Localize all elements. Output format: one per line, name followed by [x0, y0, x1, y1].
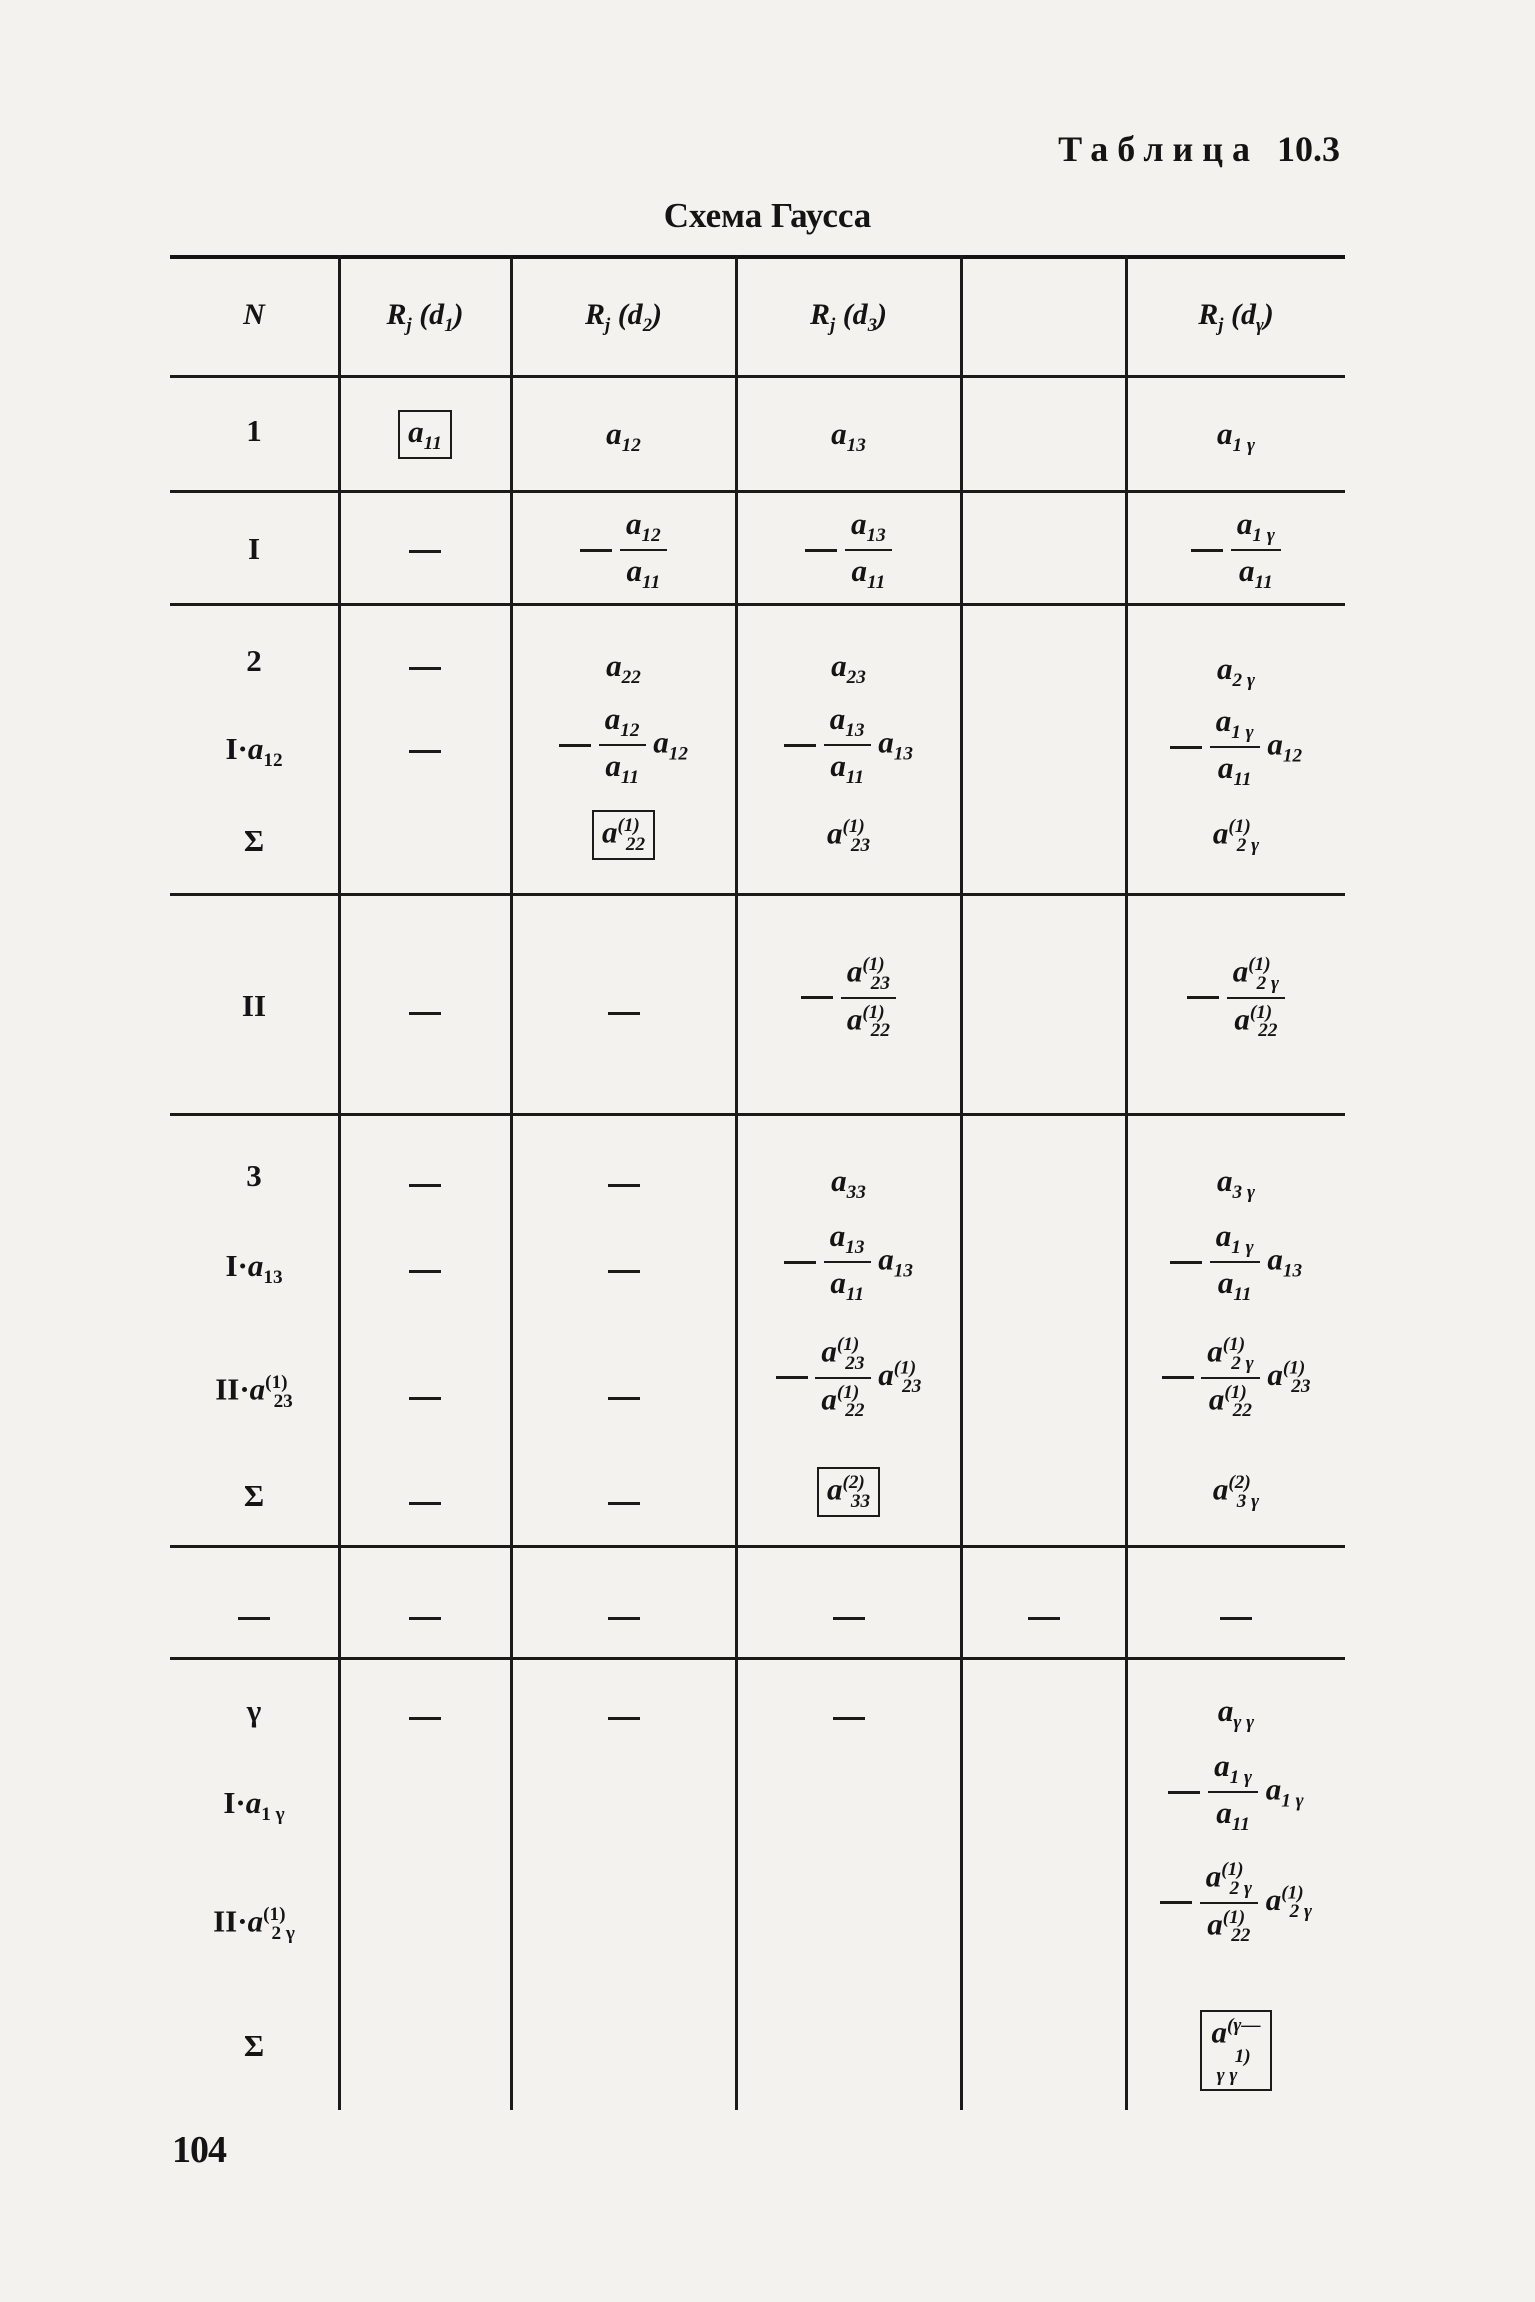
dash	[512, 1253, 735, 1284]
header-rj-d1: $R_j$ $(d_1)$	[386, 298, 464, 336]
product-a13: $\frac{a_{13}}{a_{11}}$ $a_{13}$	[737, 703, 960, 788]
dash	[512, 1700, 735, 1731]
cell-a3g-2: $a^{(2)}_{3 \gamma}$	[1212, 1471, 1260, 1512]
row-n: $I\cdot a_{13}$	[225, 1248, 283, 1289]
cell-a13: $a_{13}$	[831, 416, 866, 457]
table-label	[1058, 128, 1340, 170]
dash	[962, 1600, 1125, 1631]
dash	[737, 1600, 960, 1631]
dash	[340, 1485, 510, 1516]
product-a1g-g: $\frac{a_{1 \gamma}}{a_{11}}$ $a_{1 \gamma}$	[1127, 1750, 1345, 1835]
cell-a12: $a_{12}$	[606, 416, 641, 457]
cell-a33: $a_{33}$	[831, 1163, 866, 1204]
header-n: N	[243, 298, 265, 331]
cell-a3g: $a_{3 \gamma}$	[1217, 1163, 1255, 1204]
row-n: Σ	[243, 823, 265, 858]
dash	[512, 1380, 735, 1411]
header-rj-dgamma: $R_j$ $(d_\gamma)$	[1198, 298, 1274, 336]
cell-a22: $a_{22}$	[606, 648, 641, 689]
table-caption: Схема Гаусса	[663, 196, 872, 235]
gauss-scheme-table	[170, 255, 1345, 2110]
rule-row	[170, 1113, 1345, 1116]
table-number: 10.3	[1277, 129, 1340, 169]
dash	[170, 1600, 338, 1631]
row-n: γ	[246, 1693, 262, 1728]
dash	[340, 533, 510, 564]
dash	[512, 995, 735, 1026]
dash	[340, 1167, 510, 1198]
header-rj-d2: $R_j$ $(d_2)$	[585, 298, 662, 336]
dash	[512, 1485, 735, 1516]
dash	[340, 1380, 510, 1411]
row-n: I	[247, 531, 261, 566]
rule-row	[170, 490, 1345, 493]
rule-row	[170, 1545, 1345, 1548]
dash	[340, 1600, 510, 1631]
dash	[340, 733, 510, 764]
row-n: $I\cdot a_{1 \gamma}$	[223, 1785, 285, 1826]
frac-a12-a11: $\frac{a_{12}}{a_{11}}$	[512, 508, 735, 593]
product-a13-3: $\frac{a_{13}}{a_{11}}$ $a_{13}$	[737, 1220, 960, 1305]
row-n: II	[241, 988, 267, 1023]
cell-a2g: $a_{2 \gamma}$	[1217, 651, 1255, 692]
cell-a2g-1: $a^{(1)}_{2 \gamma}$	[1212, 815, 1260, 856]
product-a1g: $\frac{a_{1 \gamma}}{a_{11}}$ $a_{12}$	[1127, 705, 1345, 790]
dash	[512, 1600, 735, 1631]
frac-a1g-a11: $\frac{a_{1 \gamma}}{a_{11}}$	[1127, 508, 1345, 593]
col-divider	[960, 255, 963, 2110]
dash	[340, 650, 510, 681]
pivot-a11: $a_{11}$	[340, 410, 510, 459]
row-n: 2	[246, 643, 262, 678]
pivot-a22-1: $a^{(1)}_{22}$	[512, 810, 735, 860]
rule-row	[170, 603, 1345, 606]
header-rj-d3: $R_j$ $(d_3)$	[810, 298, 887, 336]
rule-row	[170, 893, 1345, 896]
pivot-a33-2: $a^{(2)}_{33}$	[737, 1467, 960, 1517]
cell-a23-1: $a^{(1)}_{23}$	[826, 815, 871, 856]
rule-top	[170, 255, 1345, 259]
product-a2g-g: $\frac{a^{(1)}_{2 \gamma}}{a^{(1)}_{22}}$ $a^{(1)}_{2 \gamma}$	[1127, 1860, 1345, 1945]
dash	[1127, 1600, 1345, 1631]
dash	[340, 1253, 510, 1284]
product-a2g-3: $\frac{a^{(1)}_{2 \gamma}}{a^{(1)}_{22}}$ $a^{(1)}_{23}$	[1127, 1335, 1345, 1420]
dash	[512, 1167, 735, 1198]
frac-a13-a11: $\frac{a_{13}}{a_{11}}$	[737, 508, 960, 593]
row-n: Σ	[243, 1478, 265, 1513]
dash	[340, 1700, 510, 1731]
frac-a2g-a22: $\frac{a^{(1)}_{2 \gamma}}{a^{(1)}_{22}}$	[1127, 955, 1345, 1040]
dash	[737, 1700, 960, 1731]
rule-row	[170, 1657, 1345, 1660]
page-number: 104	[172, 2129, 226, 2171]
dash	[340, 995, 510, 1026]
cell-agg: $a_{\gamma \gamma}$	[1217, 1693, 1255, 1734]
product-a23-3: $\frac{a^{(1)}_{23}}{a^{(1)}_{22}}$ $a^{(1)}_{23}$	[737, 1335, 960, 1420]
row-n: $I\cdot a_{12}$	[225, 731, 283, 772]
cell-a1g: $a_{1 \gamma}$	[1217, 416, 1255, 457]
frac-a23-a22: $\frac{a^{(1)}_{23}}{a^{(1)}_{22}}$	[737, 955, 960, 1040]
product-a12: $\frac{a_{12}}{a_{11}}$ $a_{12}$	[512, 703, 735, 788]
row-n: Σ	[243, 2028, 265, 2063]
row-n: $II\cdot a^{(1)}_{2 \gamma}$	[213, 1903, 295, 1944]
row-n: 1	[246, 413, 262, 448]
rule-header	[170, 375, 1345, 378]
table-label-word: Таблица	[1058, 129, 1259, 169]
pivot-agg: $a^{(\gamma—1)}_{\gamma \gamma}$	[1127, 2010, 1345, 2091]
cell-a23: $a_{23}$	[831, 648, 866, 689]
row-n: $II\cdot a^{(1)}_{23}$	[215, 1371, 293, 1412]
row-n: 3	[246, 1158, 262, 1193]
product-a1g-3: $\frac{a_{1 \gamma}}{a_{11}}$ $a_{13}$	[1127, 1220, 1345, 1305]
